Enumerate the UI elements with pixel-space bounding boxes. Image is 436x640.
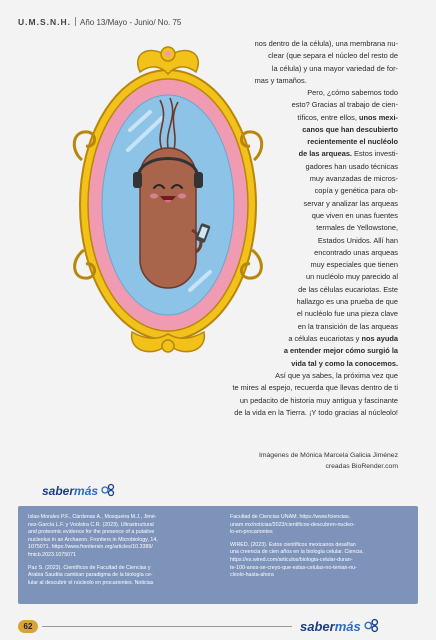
- text-line: la célula) y una mayor variedad de for-: [271, 63, 398, 73]
- text-line: en la transición de las arqueas: [297, 321, 398, 331]
- reference-line: Paz S. (2023). Científicos de Facultad de Ciencias y: [28, 564, 151, 571]
- highlight-line: canos que han descubierto: [302, 124, 398, 134]
- text-segment: tíficos, entre ellos,: [297, 112, 357, 122]
- text-line: encontrado unas arqueas: [314, 247, 398, 257]
- text-line: muy avanzadas de micros-: [309, 174, 398, 184]
- credit-line: Imágenes de Mónica Marcela Galicia Jiménez: [258, 452, 398, 459]
- highlight-line: a entender mejor cómo surgió la: [283, 346, 398, 356]
- text-line: de las células eucariotas. Este: [298, 284, 398, 294]
- text-line: muy especiales que tienen: [310, 260, 398, 270]
- issue-info: Año 13/Mayo - Junio/ No. 75: [79, 18, 182, 27]
- reference-line: Arabia Saudita cambian paradigma de la biología ce-: [28, 572, 153, 579]
- text-line: hallazgo es una prueba de que: [296, 297, 398, 307]
- text-line: [284, 148, 398, 160]
- text-line: gadores han usado técnicas: [305, 161, 398, 171]
- text-line: te mires al espejo, recuerda que llevas dentro de ti: [232, 383, 398, 393]
- reference-line: Facultad de Ciencias UNAM. https://www.fciencias.: [230, 514, 351, 520]
- logo-text-saber: saber: [300, 619, 335, 634]
- reference-line: lular al descubrir el núcleolo en procariontes. Noticias: [28, 579, 154, 586]
- reference-line: nucleolus in an Archaeon. Frontiers in Microbiology, 14,: [28, 536, 158, 543]
- text-line: Estados Unidos. Allí han: [317, 235, 398, 245]
- article-text-closing: [232, 370, 398, 419]
- reference-entry: [230, 542, 415, 580]
- logo-text-saber: saber: [42, 484, 75, 498]
- references-right-column: [230, 514, 415, 585]
- logo-molecule-icon: [101, 483, 115, 497]
- reference-line: unam.mx/noticias/2023/cientificos-descubren-nucleo-: [230, 521, 355, 528]
- text-line: Pero, ¿cómo sabemos todo: [307, 88, 398, 97]
- highlight-text: nos ayuda: [361, 333, 398, 343]
- header-divider: [75, 17, 76, 26]
- credit-line: creadas BioRender.com: [325, 462, 398, 470]
- page-footer: [0, 614, 436, 640]
- reference-entry: [28, 514, 213, 560]
- text-segment: a células eucariotas y: [288, 333, 362, 343]
- logo-molecule-icon: [364, 618, 379, 633]
- page-header: [18, 17, 181, 27]
- text-line: que viven en unas fuentes: [311, 210, 398, 220]
- text-line: mas y tamaños.: [254, 75, 307, 85]
- mirror-illustration: [70, 40, 265, 360]
- references-box: [18, 506, 418, 604]
- sabermas-logo: [42, 483, 115, 498]
- magazine-name: U.M.S.N.H.: [18, 17, 71, 27]
- text-line: el nucléolo fue una pieza clave: [296, 309, 398, 319]
- footer-rule: [42, 626, 292, 627]
- reference-line: https://es.wired.com/articulos/biologia-celular-duran-: [230, 556, 353, 563]
- reference-line: lo-en-procariontes: [230, 529, 273, 536]
- text-line: un pedacito de historia muy antigua y fascinante: [239, 395, 398, 405]
- highlight-line: vida tal y como la conocemos.: [291, 358, 398, 368]
- text-line: servar y analizar las arqueas: [303, 198, 398, 208]
- reference-line: WIRED. (2023). Estos científicos mexicanos desafían: [230, 541, 356, 548]
- reference-line: cleolo-hasta-ahora: [230, 572, 274, 579]
- text-line: [284, 112, 398, 124]
- highlight-text: de las arqueas.: [298, 149, 352, 159]
- reference-line: Islas-Morales P.F., Cárdenas A., Mosqueira M.J., Jimé-: [28, 514, 157, 520]
- text-line: termales de Yellowstone,: [316, 223, 398, 233]
- highlight-text: unos mexi-: [358, 112, 398, 122]
- image-credit: [259, 451, 398, 472]
- reference-entry: [230, 514, 415, 537]
- article-text-middle: [284, 87, 398, 370]
- text-line: de la vida en la Tierra. ¡Y todo gracias al núcleolo!: [234, 407, 398, 417]
- reference-line: fmicb.2023.1075071: [28, 551, 77, 558]
- page-number-badge: 62: [18, 620, 38, 633]
- logo-text-mas: más: [74, 484, 99, 498]
- highlight-line: recientemente el nucléolo: [307, 137, 398, 147]
- reference-line: te-100-anos-se-creyo-que-estas-celulas-no-tenian-nu-: [230, 564, 357, 571]
- text-line: clear (que separa el núcleo del resto de: [268, 51, 398, 61]
- logo-text-mas: más: [334, 619, 361, 634]
- reference-line: and proteomic evidence for the presence of a putative: [28, 529, 155, 536]
- footer-sabermas-logo: [300, 618, 379, 634]
- reference-entry: [28, 565, 213, 588]
- text-segment: Estos investi-: [351, 149, 398, 159]
- article-text-top: [255, 38, 398, 87]
- text-line: esto? Gracias al trabajo de cien-: [291, 100, 398, 110]
- text-line: [284, 333, 398, 345]
- references-left-column: [28, 514, 213, 592]
- reference-line: una creencia de cien años en la biología celular. Ciencia.: [230, 549, 364, 556]
- text-line: un nucléolo muy parecido al: [305, 272, 398, 282]
- text-line: nos dentro de la célula), una membrana nu-: [254, 39, 398, 48]
- reference-line: 1075071. https://www.frontiersin.org/articles/10.3389/: [28, 544, 153, 551]
- reference-line: nez-García L.F. y Voolstra C.R. (2023). Ultrastructural: [28, 521, 154, 528]
- text-line: Así que ya sabes, la próxima vez que: [275, 371, 398, 380]
- text-line: copía y genética para ob-: [314, 186, 398, 196]
